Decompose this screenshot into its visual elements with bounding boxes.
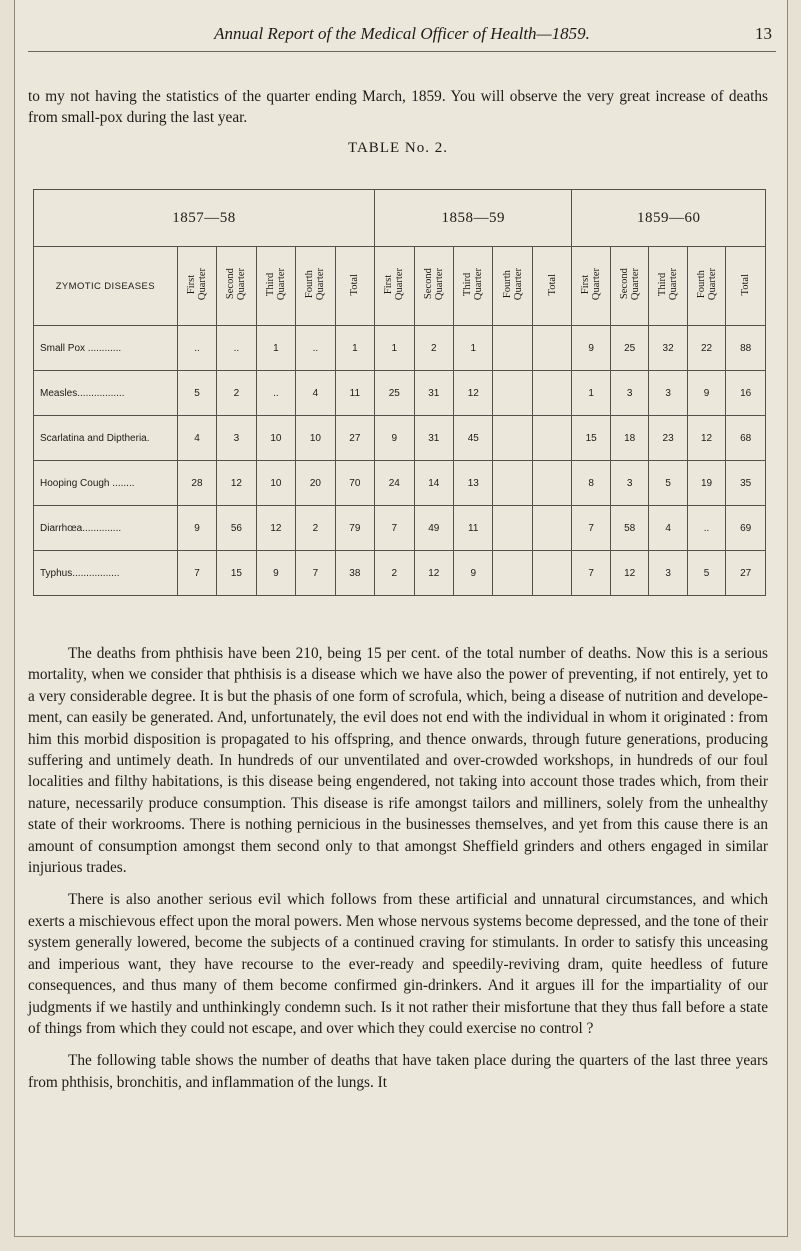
table-cell: 1 [256, 326, 295, 371]
table-cell: 79 [335, 506, 374, 551]
table-cell: 58 [610, 506, 648, 551]
table-cell: 35 [726, 461, 766, 506]
table-cell: 7 [296, 551, 335, 596]
table-cell: 5 [649, 461, 687, 506]
table-cell: 12 [687, 416, 725, 461]
page-number: 13 [755, 24, 772, 43]
table-cell: 27 [335, 416, 374, 461]
table-cell: 27 [726, 551, 766, 596]
disease-name: Small Pox ............ [34, 326, 178, 371]
quarter-header-label: Fourth Quarter [501, 268, 524, 301]
table-cell: 3 [610, 461, 648, 506]
table-cell: 11 [335, 371, 374, 416]
table-cell: 25 [375, 371, 414, 416]
table-cell: .. [296, 326, 335, 371]
quarter-header-label: Total [349, 273, 361, 296]
table-cell [532, 506, 572, 551]
quarter-header [414, 247, 453, 326]
table-cell: 49 [414, 506, 453, 551]
table-cell: 4 [177, 416, 216, 461]
paragraph-stimulants: There is also another serious evil which follows from these artificial and unnatural circumstances, and which exerts a mischievous effect upon the moral powers. Men whose nervous systems become depressed, and the tone of their system generally lowered, become the subjects of a continued craving for stimulants. In order to satisfy this unceasing and imperious want, they have recourse to the ever-ready and speedily-reviving dram, quite heedless of future consequences, and thus many of them become confirmed gin-drinkers. And it argues ill for the impartiality of our judgments if we hastily and unthinkingly condemn such. Is it not rather their misfortune that they thus fall before a state of things from which they could not escape, and over which they could exercise no control ? [28, 891, 768, 1037]
table-row [34, 416, 766, 461]
disease-name: Measles................. [34, 371, 178, 416]
table-cell: 10 [296, 416, 335, 461]
table-cell: 2 [414, 326, 453, 371]
table-cell [493, 371, 532, 416]
table-cell: 9 [454, 551, 493, 596]
table-cell: 12 [610, 551, 648, 596]
quarter-header [572, 247, 610, 326]
quarter-header-label: Total [740, 273, 752, 296]
quarter-header [375, 247, 414, 326]
table-cell: 1 [335, 326, 374, 371]
table-cell: 70 [335, 461, 374, 506]
table-cell [493, 416, 532, 461]
table-cell [532, 371, 572, 416]
table-cell: 12 [217, 461, 256, 506]
quarter-header-label: Second Quarter [225, 268, 248, 301]
table-cell: 9 [687, 371, 725, 416]
table-cell [532, 551, 572, 596]
table-cell: 28 [177, 461, 216, 506]
table-cell: .. [687, 506, 725, 551]
table-cell: 2 [217, 371, 256, 416]
disease-name: Diarrhœa.............. [34, 506, 178, 551]
intro-paragraph [28, 86, 768, 129]
table-cell: 3 [649, 551, 687, 596]
zymotic-diseases-table [33, 189, 766, 596]
table-cell: 25 [610, 326, 648, 371]
table-cell: 31 [414, 416, 453, 461]
table-cell: 56 [217, 506, 256, 551]
table-cell: 10 [256, 416, 295, 461]
quarter-header-row [34, 247, 766, 326]
period-header-2: 1858—59 [375, 190, 572, 247]
table-cell: 9 [375, 416, 414, 461]
table-cell: .. [256, 371, 295, 416]
table-row [34, 506, 766, 551]
table-cell: 13 [454, 461, 493, 506]
quarter-header [493, 247, 532, 326]
table-cell: 3 [649, 371, 687, 416]
table-cell: 9 [572, 326, 610, 371]
quarter-header-label: Second Quarter [422, 268, 445, 301]
table-cell: 5 [177, 371, 216, 416]
running-head [28, 22, 776, 46]
table-cell [493, 461, 532, 506]
table-cell: 2 [296, 506, 335, 551]
quarter-header [177, 247, 216, 326]
quarter-header [335, 247, 374, 326]
table-cell: 10 [256, 461, 295, 506]
table-cell: 4 [296, 371, 335, 416]
disease-name: Hooping Cough ........ [34, 461, 178, 506]
table-cell: 18 [610, 416, 648, 461]
table-cell: 3 [610, 371, 648, 416]
table-row [34, 461, 766, 506]
table-cell: 7 [572, 506, 610, 551]
table-cell [532, 416, 572, 461]
table-cell: 32 [649, 326, 687, 371]
quarter-header [726, 247, 766, 326]
running-title: Annual Report of the Medical Officer of Health—1859. [214, 24, 590, 43]
table-cell: 9 [177, 506, 216, 551]
table-cell [493, 551, 532, 596]
table-cell: 31 [414, 371, 453, 416]
table-cell: 1 [454, 326, 493, 371]
quarter-header-label: First Quarter [383, 268, 406, 301]
table-cell: 45 [454, 416, 493, 461]
table-cell: 12 [256, 506, 295, 551]
table-cell: 11 [454, 506, 493, 551]
table-cell: 3 [217, 416, 256, 461]
period-header-1: 1857—58 [34, 190, 375, 247]
table-cell: 7 [375, 506, 414, 551]
quarter-header [217, 247, 256, 326]
table-cell: 38 [335, 551, 374, 596]
quarter-header [532, 247, 572, 326]
quarter-header [256, 247, 295, 326]
table-cell: 4 [649, 506, 687, 551]
table-cell: 69 [726, 506, 766, 551]
table-body [34, 326, 766, 596]
quarter-header-label: Second Quarter [618, 268, 641, 301]
table-row [34, 326, 766, 371]
table-row [34, 551, 766, 596]
disease-name: Typhus................. [34, 551, 178, 596]
table-cell: .. [217, 326, 256, 371]
quarter-header-label: Third Quarter [462, 268, 485, 301]
quarter-header-label: Fourth Quarter [695, 268, 718, 301]
quarter-header [296, 247, 335, 326]
table-cell: 22 [687, 326, 725, 371]
quarter-header-label: Fourth Quarter [304, 268, 327, 301]
table-caption: TABLE No. 2. [348, 140, 448, 156]
table-cell: 2 [375, 551, 414, 596]
quarter-header-label: First Quarter [580, 268, 603, 301]
table-cell: 20 [296, 461, 335, 506]
table-cell: 16 [726, 371, 766, 416]
table-cell: 15 [572, 416, 610, 461]
table-cell: 88 [726, 326, 766, 371]
table-cell: 1 [572, 371, 610, 416]
quarter-header-label: Third Quarter [264, 268, 287, 301]
table-cell: 14 [414, 461, 453, 506]
table-cell: 24 [375, 461, 414, 506]
intro-text: to my not having the statistics of the quarter ending March, 1859. You will observe the very great increase of deaths from small-pox during the last year. [28, 88, 768, 127]
quarter-header-label: Third Quarter [657, 268, 680, 301]
quarter-header [687, 247, 725, 326]
paragraph-following-table: The following table shows the number of deaths that have taken place during the quarters of the last three years from phthisis, bronchitis, and inflammation of the lungs. It [28, 1052, 768, 1091]
paragraph-phthisis: The deaths from phthisis have been 210, being 15 per cent. of the total number of deaths. Now this is a serious mortality, when we consider that phthisis is a disease which we have also the power of preventing, if not entirely, yet to a very considerable degree. It is but the phasis of one form of scrofula, which, being a disease of nutrition and develope- ment, can easily be generated. And, unfortunately, the evil does not end with the individual in whom it originated : from him this morbid disposition is propagated to his offspring, and thence onwards, through future generations, producing suffering and untimely death. In hundreds of our unventilated and over-crowded workshops, in hundreds of our foul localities and filthy habitations, is this disease being engendered, not taking into account those trades which, from their nature, necessarily produce consumption. This disease is rife amongst tailors and milliners, solely from the unhealthy state of their workrooms. There is nothing pernicious in the businesses themselves, and yet from this cause there is an amount of consumption amongst them second only to that amongst Sheffield grinders and others engaged in similar injurious trades. [28, 645, 768, 877]
table-cell: 19 [687, 461, 725, 506]
disease-column-header: ZYMOTIC DISEASES [34, 247, 178, 326]
body-text [28, 643, 768, 1093]
quarter-header [454, 247, 493, 326]
table-cell: .. [177, 326, 216, 371]
table-row [34, 371, 766, 416]
table-cell: 7 [572, 551, 610, 596]
table-cell: 5 [687, 551, 725, 596]
period-header-row [34, 190, 766, 247]
table-cell [532, 461, 572, 506]
table-cell [532, 326, 572, 371]
quarter-header [610, 247, 648, 326]
quarter-header [649, 247, 687, 326]
table-cell: 8 [572, 461, 610, 506]
table-cell: 7 [177, 551, 216, 596]
table-cell: 12 [454, 371, 493, 416]
quarter-header-label: First Quarter [185, 268, 208, 301]
table-cell: 9 [256, 551, 295, 596]
period-header-3: 1859—60 [572, 190, 766, 247]
disease-name: Scarlatina and Diptheria. [34, 416, 178, 461]
table-cell [493, 326, 532, 371]
quarter-header-label: Total [546, 273, 558, 296]
table-cell: 23 [649, 416, 687, 461]
table-cell [493, 506, 532, 551]
table-cell: 1 [375, 326, 414, 371]
table-cell: 12 [414, 551, 453, 596]
table-cell: 15 [217, 551, 256, 596]
table-cell: 68 [726, 416, 766, 461]
header-rule [28, 51, 776, 52]
